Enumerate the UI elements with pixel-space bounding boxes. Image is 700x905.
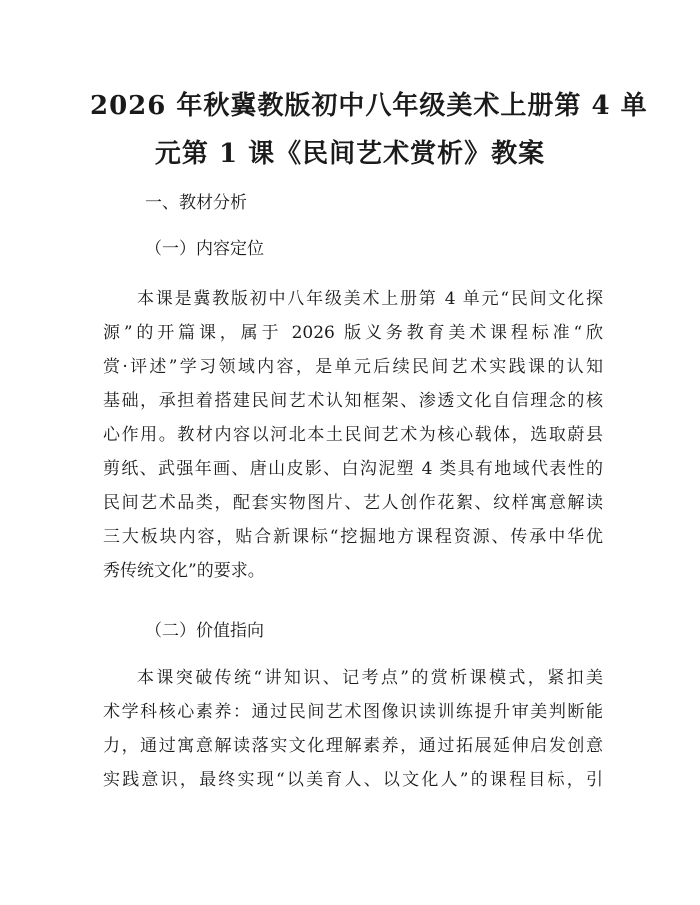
paragraph-line: 赏·评述”学习领域内容，是单元后续民间艺术实践课的认知 (103, 357, 603, 377)
paragraph-line: 民间艺术品类，配套实物图片、艺人创作花絮、纹样寓意解读 (103, 493, 603, 513)
document-title (90, 82, 648, 178)
subsection-heading-content-positioning: （一）内容定位 (145, 239, 264, 259)
paragraph-line: 力，通过寓意解读落实文化理解素养，通过拓展延伸启发创意 (103, 736, 603, 756)
section-heading-textbook-analysis: 一、教材分析 (145, 193, 247, 213)
paragraph-line: 术学科核心素养：通过民间艺术图像识读训练提升审美判断能 (103, 702, 603, 722)
subsection-heading-value-orientation: （二）价值指向 (145, 621, 264, 641)
paragraph-line: 秀传统文化”的要求。 (103, 561, 265, 581)
paragraph-line: 心作用。教材内容以河北本土民间艺术为核心载体，选取蔚县 (103, 425, 603, 445)
paragraph-line: 源”的开篇课，属于 2026 版义务教育美术课程标准“欣 (103, 323, 603, 343)
paragraph-value-orientation (103, 661, 603, 797)
paragraph-line: 剪纸、武强年画、唐山皮影、白沟泥塑 4 类具有地域代表性的 (103, 459, 603, 479)
paragraph-line: 本课是冀教版初中八年级美术上册第 4 单元“民间文化探 (137, 289, 603, 309)
paragraph-line: 三大板块内容，贴合新课标“挖掘地方课程资源、传承中华优 (103, 527, 603, 547)
paragraph-content-positioning (103, 282, 603, 588)
title-line-1: 2026 年秋冀教版初中八年级美术上册第 4 单 (90, 91, 648, 121)
title-line-2: 元第 1 课《民间艺术赏析》教案 (154, 139, 546, 169)
paragraph-line: 本课突破传统“讲知识、记考点”的赏析课模式，紧扣美 (137, 668, 603, 688)
paragraph-line: 基础，承担着搭建民间艺术认知框架、渗透文化自信理念的核 (103, 391, 603, 411)
paragraph-line: 实践意识，最终实现“以美育人、以文化人”的课程目标，引 (103, 770, 603, 790)
